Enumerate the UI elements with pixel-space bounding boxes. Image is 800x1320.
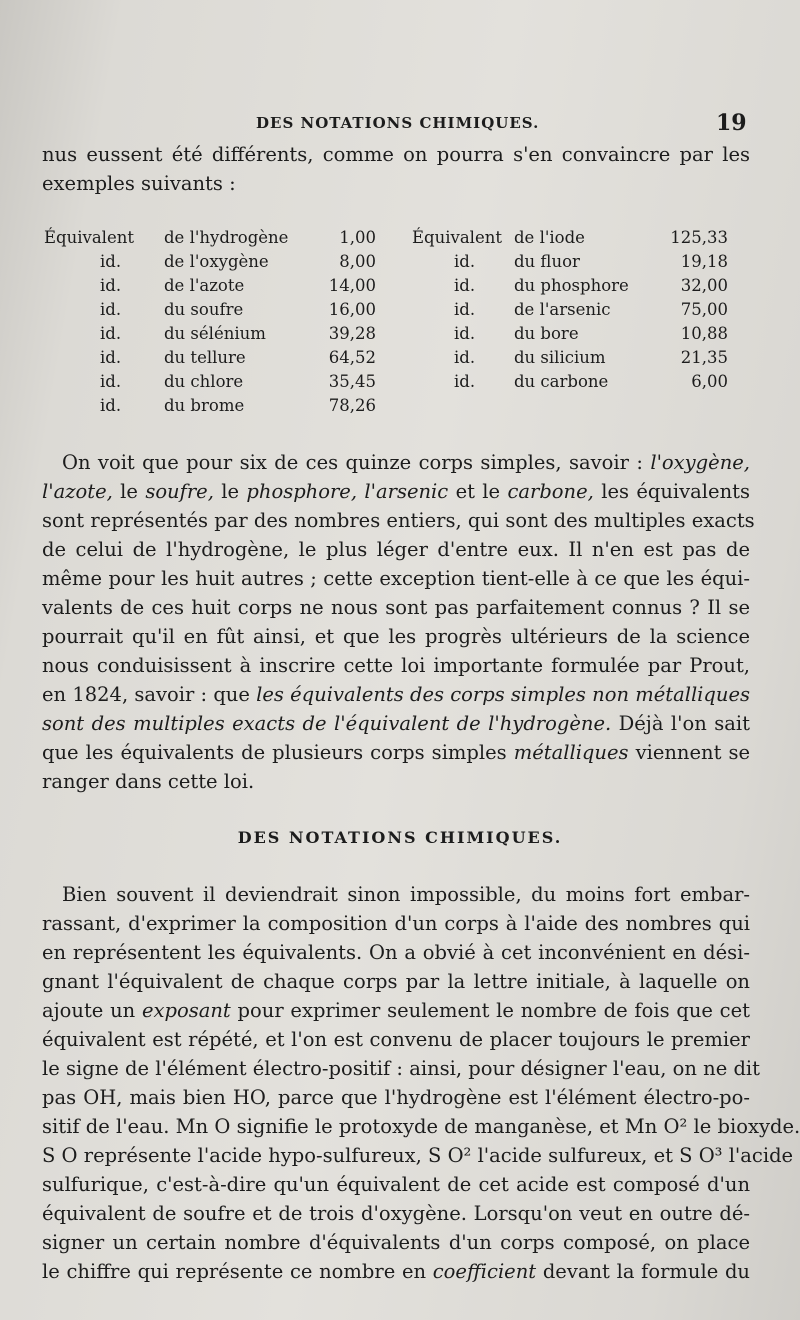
text-line: même pour les huit autres ; cette exception tient-elle à ce que les équi- (42, 567, 750, 590)
text-line: équivalent est répété, et l'on est convenu de placer toujours le premier (42, 1028, 750, 1051)
element-cell: du tellure (164, 348, 246, 367)
text-line: ranger dans cette loi. (42, 770, 255, 793)
label-cell: id. (100, 372, 122, 391)
table-row (44, 322, 734, 346)
table-row (44, 298, 734, 322)
text-line: gnant l'équivalent de chaque corps par la lettre initiale, à laquelle on (42, 970, 750, 993)
section-heading: DES NOTATIONS CHIMIQUES. (237, 828, 563, 847)
text-line: équivalent de soufre et de trois d'oxygène. Lorsqu'on veut en outre dé- (42, 1202, 750, 1225)
text-line: l'azote, le soufre, le phosphore, l'arsenic et le carbone, les équivalents (42, 480, 750, 503)
page-number: 19 (716, 110, 747, 136)
value-cell: 78,26 (328, 396, 376, 415)
text-line: en 1824, savoir : que les équivalents des corps simples non métalliques (42, 683, 751, 706)
label-cell: id. (100, 252, 122, 271)
running-head (0, 110, 800, 140)
paragraph-notations (42, 880, 800, 1286)
element-cell: de l'oxygène (164, 252, 269, 271)
text-line: nous conduisissent à inscrire cette loi importante formulée par Prout, (42, 654, 750, 677)
element-cell: de l'iode (514, 228, 585, 247)
element-cell: du silicium (514, 348, 606, 367)
label-cell: id. (100, 324, 122, 343)
label-cell: id. (454, 372, 476, 391)
text-line: exemples suivants : (42, 172, 236, 195)
table-row (44, 370, 734, 394)
running-title: DES NOTATIONS CHIMIQUES. (256, 114, 540, 132)
value-cell: 75,00 (680, 300, 728, 319)
element-cell: de l'arsenic (514, 300, 611, 319)
text-line: pourrait qu'il en fût ainsi, et que les progrès ultérieurs de la science (42, 625, 750, 648)
element-cell: du carbone (514, 372, 609, 391)
element-cell: du sélénium (164, 324, 266, 343)
text-line: de celui de l'hydrogène, le plus léger d'entre eux. Il n'en est pas de (42, 538, 750, 561)
text-line: S O représente l'acide hypo-sulfureux, S O² l'acide sulfureux, et S O³ l'acide (42, 1144, 794, 1167)
element-cell: du fluor (514, 252, 580, 271)
text-line: rassant, d'exprimer la composition d'un corps à l'aide des nombres qui (42, 912, 750, 935)
label-cell: id. (100, 396, 122, 415)
element-cell: du soufre (164, 300, 244, 319)
table-row (44, 346, 734, 370)
equivalents-table (44, 226, 734, 418)
table-row (44, 394, 734, 418)
element-cell: de l'azote (164, 276, 245, 295)
element-cell: du brome (164, 396, 245, 415)
table-row (44, 274, 734, 298)
text-line: nus eussent été différents, comme on pourra s'en convaincre par les (42, 143, 750, 166)
label-cell: id. (454, 348, 476, 367)
text-line: pas OH, mais bien HO, parce que l'hydrogène est l'élément électro-po- (42, 1086, 750, 1109)
label-cell: id. (100, 348, 122, 367)
value-cell: 14,00 (328, 276, 376, 295)
paragraph-prout-law (42, 448, 755, 796)
text-line: sitif de l'eau. Mn O signifie le protoxyde de manganèse, et Mn O² le bioxyde. (42, 1115, 800, 1138)
value-cell: 8,00 (339, 252, 376, 271)
text-line: le signe de l'élément électro-positif : ainsi, pour désigner l'eau, on ne dit (42, 1057, 761, 1080)
value-cell: 125,33 (670, 228, 728, 247)
label-cell: id. (100, 300, 122, 319)
text-line: sont des multiples exacts de l'équivalent de l'hydrogène. Déjà l'on sait (42, 712, 750, 735)
text-line: sont représentés par des nombres entiers, qui sont des multiples exacts (42, 509, 755, 532)
text-line: On voit que pour six de ces quinze corps simples, savoir : l'oxygène, (62, 451, 750, 474)
value-cell: 6,00 (691, 372, 728, 391)
text-line: le chiffre qui représente ce nombre en coefficient devant la formule du (42, 1260, 750, 1283)
element-cell: du bore (514, 324, 579, 343)
element-cell: du phosphore (514, 276, 629, 295)
label-cell: id. (454, 252, 476, 271)
element-cell: du chlore (164, 372, 244, 391)
label-cell: Équivalent (44, 228, 134, 247)
value-cell: 16,00 (328, 300, 376, 319)
text-line: Bien souvent il deviendrait sinon impossible, du moins fort embar- (62, 883, 750, 906)
value-cell: 10,88 (680, 324, 728, 343)
element-cell: de l'hydrogène (164, 228, 289, 247)
text-line: valents de ces huit corps ne nous sont pas parfaitement connus ? Il se (42, 596, 750, 619)
label-cell: id. (454, 300, 476, 319)
value-cell: 21,35 (680, 348, 728, 367)
value-cell: 19,18 (680, 252, 728, 271)
text-line: en représentent les équivalents. On a obvié à cet inconvénient en dési- (42, 941, 750, 964)
value-cell: 1,00 (339, 228, 376, 247)
label-cell: id. (100, 276, 122, 295)
label-cell: id. (454, 324, 476, 343)
text-line: sulfurique, c'est-à-dire qu'un équivalent de cet acide est composé d'un (42, 1173, 750, 1196)
intro-paragraph (42, 140, 750, 198)
text-line: signer un certain nombre d'équivalents d'un corps composé, on place (42, 1231, 750, 1254)
value-cell: 32,00 (680, 276, 728, 295)
label-cell: id. (454, 276, 476, 295)
label-cell: Équivalent (412, 228, 502, 247)
value-cell: 64,52 (328, 348, 376, 367)
value-cell: 39,28 (328, 324, 376, 343)
table-row (44, 226, 734, 250)
text-line: ajoute un exposant pour exprimer seulement le nombre de fois que cet (42, 999, 750, 1022)
text-line: que les équivalents de plusieurs corps simples métalliques viennent se (42, 741, 751, 764)
value-cell: 35,45 (328, 372, 376, 391)
table-row (44, 250, 734, 274)
